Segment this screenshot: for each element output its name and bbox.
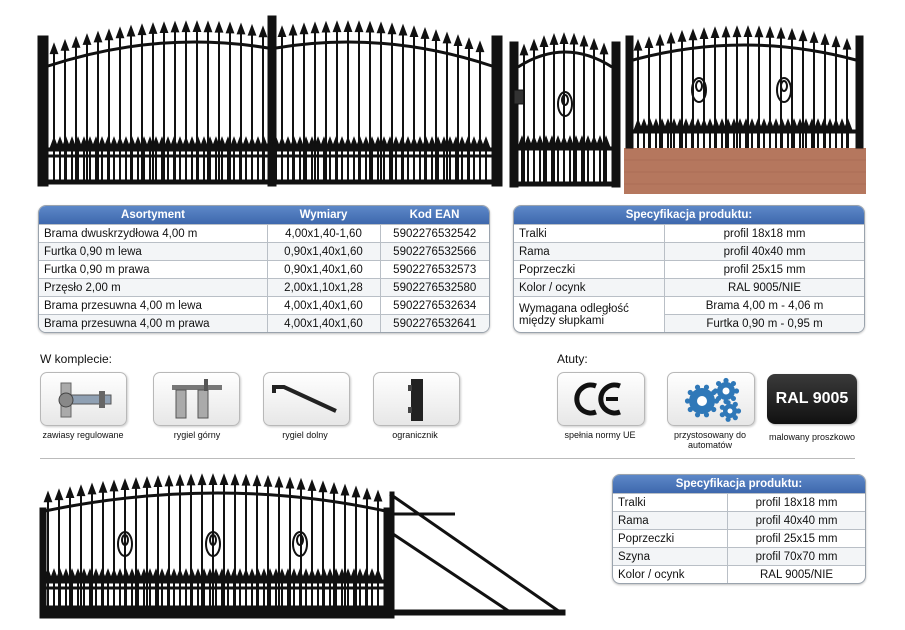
advantage-caption: malowany proszkowo [768,432,856,442]
table-row [613,512,865,530]
advantage-caption: spełnia normy UE [564,430,636,440]
table-row [613,548,865,566]
table-row [39,315,489,333]
upper-bolt-icon [154,373,239,425]
table-cell: Furtka 0,90 m lewa [39,243,267,261]
hinge-icon [41,373,126,425]
table-cell: profil 25x15 mm [728,530,865,548]
spacing-value: Furtka 0,90 m - 0,95 m [665,315,865,333]
upper-bolt-card [153,372,240,426]
column-header: Kod EAN [380,206,489,225]
table-row [39,279,489,297]
single-gate-illustration [508,22,624,190]
automation-card [667,372,755,426]
lower-bolt-icon [264,373,349,425]
table-row [613,566,865,584]
fence-panel-illustration [624,22,866,194]
table-cell: 5902276532641 [380,315,489,333]
table-cell: RAL 9005/NIE [728,566,865,584]
table-cell: RAL 9005/NIE [665,279,865,297]
table-cell: profil 40x40 mm [728,512,865,530]
table-cell: profil 70x70 mm [728,548,865,566]
table-cell: Przęsło 2,00 m [39,279,267,297]
table-cell: 4,00x1,40x1,60 [267,315,380,333]
table-cell: profil 25x15 mm [665,261,865,279]
table-cell: 0,90x1,40x1,60 [267,261,380,279]
spec-table-top [513,205,865,333]
kit-caption: zawiasy regulowane [42,430,124,440]
table-row [39,261,489,279]
table-cell: Rama [514,243,665,261]
column-header: Asortyment [39,206,267,225]
table-cell: Rama [613,512,728,530]
advantages-title: Atuty: [557,352,588,366]
ral-badge-icon: RAL 9005 [775,390,849,407]
spec-title: Specyfikacja produktu: [613,475,865,494]
table-cell: 5902276532580 [380,279,489,297]
table-cell: profil 18x18 mm [665,225,865,243]
table-cell: 5902276532542 [380,225,489,243]
table-cell: Poprzeczki [613,530,728,548]
column-header: Wymiary [267,206,380,225]
lower-bolt-card [263,372,350,426]
table-cell: 4,00x1,40-1,60 [267,225,380,243]
table-cell: 0,90x1,40x1,60 [267,243,380,261]
sliding-gate-illustration [30,472,570,622]
table-cell: Kolor / ocynk [514,279,665,297]
ral-badge-card [767,374,857,424]
table-row [514,279,864,297]
table-cell: Furtka 0,90 m prawa [39,261,267,279]
kit-caption: rygiel dolny [282,430,328,440]
spacing-value: Brama 4,00 m - 4,06 m [665,297,865,315]
table-row [39,297,489,315]
table-row [514,243,864,261]
ce-mark-icon [558,373,644,425]
table-cell: Poprzeczki [514,261,665,279]
table-cell: 5902276532566 [380,243,489,261]
table-row [514,261,864,279]
table-cell: Brama dwuskrzydłowa 4,00 m [39,225,267,243]
stopper-icon [374,373,459,425]
table-cell: 5902276532634 [380,297,489,315]
kit-caption: rygiel górny [173,430,221,440]
table-cell: Kolor / ocynk [613,566,728,584]
spacing-label: Wymagana odległość między słupkami [514,297,665,333]
ce-card [557,372,645,426]
section-divider [40,458,855,459]
kit-caption: ogranicznik [392,430,438,440]
table-cell: 5902276532573 [380,261,489,279]
table-cell: Szyna [613,548,728,566]
double-gate-illustration [30,8,505,193]
table-row [514,297,864,315]
table-cell: Tralki [514,225,665,243]
table-cell: 4,00x1,40x1,60 [267,297,380,315]
product-table [38,205,490,333]
table-cell: 2,00x1,10x1,28 [267,279,380,297]
stopper-card [373,372,460,426]
table-cell: Brama przesuwna 4,00 m prawa [39,315,267,333]
table-cell: profil 40x40 mm [665,243,865,261]
table-row [39,225,489,243]
table-row [613,494,865,512]
advantage-caption: przystosowany do automatów [673,430,747,450]
table-row [39,243,489,261]
table-row [613,530,865,548]
gears-icon [668,373,754,425]
kit-title: W komplecie: [40,352,113,366]
table-cell: Tralki [613,494,728,512]
table-cell: profil 18x18 mm [728,494,865,512]
hinge-card [40,372,127,426]
spec-title: Specyfikacja produktu: [514,206,864,225]
table-cell: Brama przesuwna 4,00 m lewa [39,297,267,315]
spec-table-bottom [612,474,866,584]
table-row [514,225,864,243]
